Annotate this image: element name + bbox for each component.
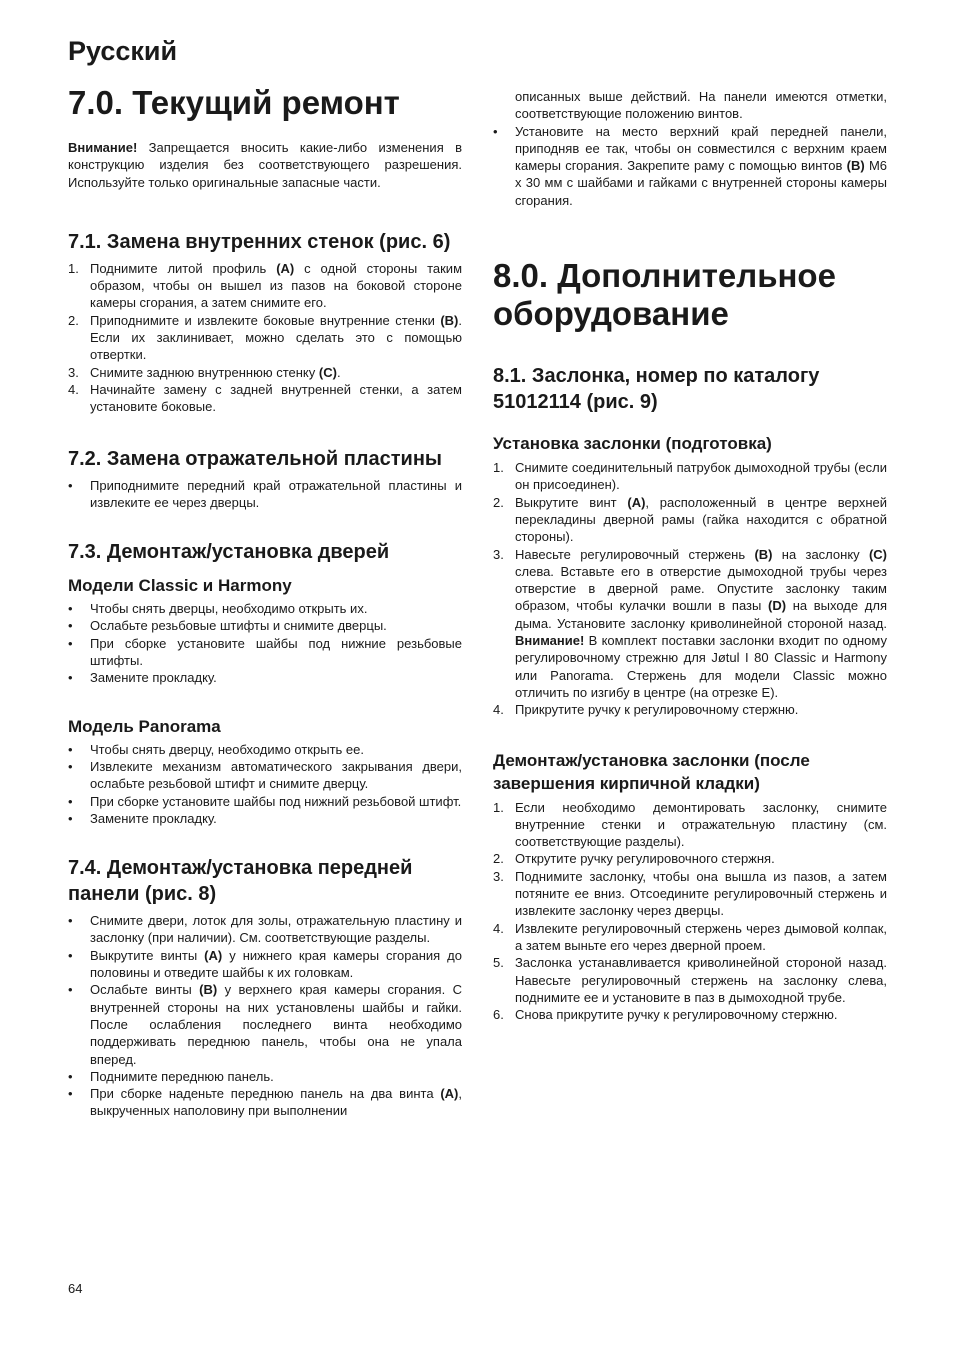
section-7-3-subtitle-classic: Модели Classic и Harmony	[68, 576, 292, 596]
language-heading: Русский	[68, 36, 178, 66]
list-number: 2.	[68, 312, 79, 328]
list-number: 1.	[493, 460, 504, 476]
bullet-marker: •	[68, 670, 73, 686]
item-text: . Если их заклинивает, можно сделать это с помощью отвертки.	[90, 312, 462, 363]
item-emphasis: (B)	[199, 982, 218, 998]
list-number: 2.	[493, 851, 504, 867]
item-emphasis: (B)	[754, 546, 773, 562]
section-7-3-list-classic	[68, 600, 462, 686]
item-text: Поднимите переднюю панель.	[90, 1068, 274, 1084]
list-number: 3.	[493, 546, 504, 562]
item-emphasis: (A)	[440, 1086, 459, 1102]
left-column	[68, 34, 462, 1120]
section-7-4-list	[68, 912, 462, 1120]
item-text: .	[336, 364, 341, 380]
item-text: , расположенный в центре верхней перекладины дверной рамы (гайка находится с обратной стороны).	[515, 494, 887, 545]
list-item	[493, 459, 887, 494]
item-text: Снимите двери, лоток для золы, отражательную пластину и заслонку (при наличии). См. соответствующие разделы.	[90, 913, 462, 946]
list-item	[493, 546, 887, 702]
page-number: 64	[68, 1281, 83, 1296]
list-item	[68, 810, 462, 827]
section-8-1-subtitle-removal: Демонтаж/установка заслонки (после завершения кирпичной кладки)	[493, 750, 810, 793]
section-7-2-title: 7.2. Замена отражательной пластины	[68, 447, 442, 470]
item-text: Установите на место верхний край передней панели, приподняв ее так, чтобы он совместился с верхним краем камеры сгорания. Закрепите раму с помощью винтов	[515, 123, 887, 174]
item-emphasis: (B)	[440, 312, 459, 328]
list-item	[68, 477, 462, 512]
list-item	[493, 850, 887, 867]
item-text: Поднимите литой профиль	[90, 260, 277, 276]
right-column	[493, 88, 887, 1023]
bullet-marker: •	[68, 947, 73, 963]
list-item	[68, 617, 462, 634]
list-item	[68, 381, 462, 416]
list-item	[493, 954, 887, 1006]
item-text: Открутите ручку регулировочного стержня.	[515, 851, 775, 867]
item-emphasis: Внимание!	[515, 633, 585, 649]
section-7-title: 7.0. Текущий ремонт	[68, 84, 400, 121]
item-text: на выходе для дыма. Установите заслонку криволинейной стороной назад.	[515, 598, 887, 631]
bullet-marker: •	[68, 601, 73, 617]
item-emphasis: (D)	[768, 598, 787, 614]
item-text: Замените прокладку.	[90, 810, 217, 826]
item-text: Навесьте регулировочный стержень	[515, 546, 755, 562]
list-item	[68, 1068, 462, 1085]
item-text: Замените прокладку.	[90, 670, 217, 686]
list-number: 1.	[493, 799, 504, 815]
item-text: Выкрутите винт	[515, 494, 628, 510]
item-emphasis: (A)	[627, 494, 646, 510]
list-item	[68, 364, 462, 381]
item-text: Чтобы снять дверцу, необходимо открыть ее.	[90, 741, 364, 757]
warning-label: Внимание!	[68, 140, 138, 155]
list-number: 5.	[493, 955, 504, 971]
item-text: Ослабьте резьбовые штифты и снимите дверцы.	[90, 618, 387, 634]
section-8-1-title: 8.1. Заслонка, номер по каталогу 51012114 (рис. 9)	[493, 365, 820, 414]
item-text: Снова прикрутите ручку к регулировочному стержню.	[515, 1007, 838, 1023]
section-7-4-title: 7.4. Демонтаж/установка передней панели (рис. 8)	[68, 857, 413, 906]
list-item	[68, 669, 462, 686]
item-text: Если необходимо демонтировать заслонку, снимите внутренние стенки и отражательную пластину (см. соответствующие разделы).	[515, 799, 887, 850]
item-text: Извлеките регулировочный стержень через дымовой колпак, а затем выньте его через дверной проем.	[515, 920, 887, 953]
warning-paragraph	[68, 139, 462, 191]
section-7-2-list	[68, 477, 462, 512]
list-number: 4.	[493, 702, 504, 718]
item-text: Начинайте замену с задней внутренней стенки, а затем установите боковые.	[90, 381, 462, 415]
bullet-marker: •	[493, 123, 498, 139]
section-7-1-title: 7.1. Замена внутренних стенок (рис. 6)	[68, 230, 451, 253]
list-item	[68, 312, 462, 364]
bullet-marker: •	[68, 618, 73, 634]
list-item	[493, 920, 887, 955]
item-text: слева. Вставьте его в отверстие дымоходной трубы через отверстие в дверной раме. Опустите заслонку таким образом, чтобы кулачки вошли в пазы	[515, 563, 887, 614]
list-item	[68, 981, 462, 1067]
list-number: 1.	[68, 260, 79, 276]
item-text: При сборке установите шайбы под нижние резьбовые штифты.	[90, 635, 462, 669]
item-text: Извлеките механизм автоматического закрывания двери, ослабьте резьбовой штифт и снимите дверцу.	[90, 758, 462, 792]
item-text: M6 x 30 мм с шайбами и гайками с внутренней стороны камеры сгорания.	[515, 158, 887, 208]
continued-paragraph: описанных выше действий. На панели имеются отметки, соответствующие положению винтов.	[515, 89, 887, 122]
item-text: Приподнимите и извлеките боковые внутренние стенки	[90, 312, 441, 328]
list-item	[493, 494, 887, 546]
item-text: В комплект поставки заслонки входит по одному регулировочному стрежню для Jøtul I 80 Classic и Harmony или Panorama. Стержень для модели Classic можно отличить по изгибу в центре (на отрезке E).	[515, 633, 887, 700]
list-item	[493, 123, 887, 209]
list-item	[493, 868, 887, 920]
list-number: 3.	[493, 868, 504, 884]
item-text: При сборке установите шайбы под нижний резьбовой штифт.	[90, 793, 462, 809]
list-item	[68, 600, 462, 617]
list-item	[493, 701, 887, 718]
bullet-marker: •	[68, 1068, 73, 1084]
item-text: на заслонку	[772, 546, 869, 562]
item-text: При сборке наденьте переднюю панель на два винта	[90, 1086, 441, 1102]
section-7-1-list	[68, 260, 462, 416]
bullet-marker: •	[68, 982, 73, 998]
list-item	[68, 793, 462, 810]
list-number: 4.	[493, 920, 504, 936]
list-item	[68, 741, 462, 758]
bullet-marker: •	[68, 758, 73, 774]
section-8-title: 8.0. Дополнительное оборудование	[493, 257, 836, 333]
section-8-1-subtitle-preparation: Установка заслонки (подготовка)	[493, 434, 772, 454]
bullet-marker: •	[68, 1086, 73, 1102]
bullet-marker: •	[68, 793, 73, 809]
item-emphasis: (C)	[868, 546, 887, 562]
item-text: с одной стороны таким образом, чтобы он вышел из пазов на боковой стороне камеры сгорания, а затем снимите его.	[90, 260, 463, 311]
item-text: Ослабьте винты	[90, 982, 200, 998]
list-item	[493, 799, 887, 851]
bullet-marker: •	[68, 635, 73, 651]
section-8-1-list-preparation	[493, 459, 887, 718]
bullet-marker: •	[68, 477, 73, 493]
item-emphasis: (B)	[846, 158, 865, 174]
item-emphasis: (A)	[204, 947, 223, 963]
item-text: Поднимите заслонку, чтобы она вышла из пазов, а затем потяните ее вниз. Отсоедините регулировочный стержень и извлеките заслонку через дверцы.	[515, 868, 887, 919]
list-item	[68, 635, 462, 670]
item-emphasis: (C)	[318, 364, 337, 380]
bullet-marker: •	[68, 741, 73, 757]
item-text: , выкрученных наполовину при выполнении	[90, 1086, 462, 1119]
list-number: 2.	[493, 494, 504, 510]
section-8-1-list-removal	[493, 799, 887, 1024]
item-text: у нижнего края камеры сгорания до половины и отведите шайбы к их головкам.	[90, 947, 462, 981]
item-text: Чтобы снять дверцы, необходимо открыть их.	[90, 601, 368, 617]
bullet-marker: •	[68, 913, 73, 929]
list-number: 3.	[68, 364, 79, 380]
item-text: Снимите заднюю внутреннюю стенку	[90, 364, 319, 380]
section-7-3-subtitle-panorama: Модель Panorama	[68, 716, 221, 736]
item-text: Снимите соединительный патрубок дымоходной трубы (если он присоединен).	[515, 460, 887, 493]
list-item	[68, 1085, 462, 1120]
item-text: Прикрутите ручку к регулировочному стержню.	[515, 702, 799, 718]
continued-list	[493, 123, 887, 209]
item-text: Приподнимите передний край отражательной пластины и извлеките ее через дверцы.	[90, 477, 462, 510]
list-item	[493, 1006, 887, 1023]
item-text: у верхнего края камеры сгорания. С внутренней стороны на них установлены шайбы и гайки. После ослабления последнего винта необходимо поддерживать переднюю панель, чтобы она не упала вперед.	[90, 982, 462, 1067]
list-number: 4.	[68, 381, 79, 397]
list-item	[68, 947, 462, 982]
list-item	[68, 758, 462, 793]
warning-text: Запрещается вносить какие-либо изменения в конструкцию изделия без соответствующего разрешения. Используйте только оригинальные запасные части.	[68, 140, 462, 190]
section-7-3-title: 7.3. Демонтаж/установка дверей	[68, 541, 390, 564]
item-text: Выкрутите винты	[90, 947, 205, 963]
bullet-marker: •	[68, 810, 73, 826]
list-item	[68, 260, 462, 312]
list-item	[68, 912, 462, 947]
section-7-3-list-panorama	[68, 741, 462, 827]
item-emphasis: (A)	[276, 260, 295, 276]
item-text: Заслонка устанавливается криволинейной стороной назад. Навесьте регулировочный стержень на заслонку слева, поднимите ее и установите в паз в дымоходной трубе.	[515, 955, 887, 1005]
list-number: 6.	[493, 1007, 504, 1023]
